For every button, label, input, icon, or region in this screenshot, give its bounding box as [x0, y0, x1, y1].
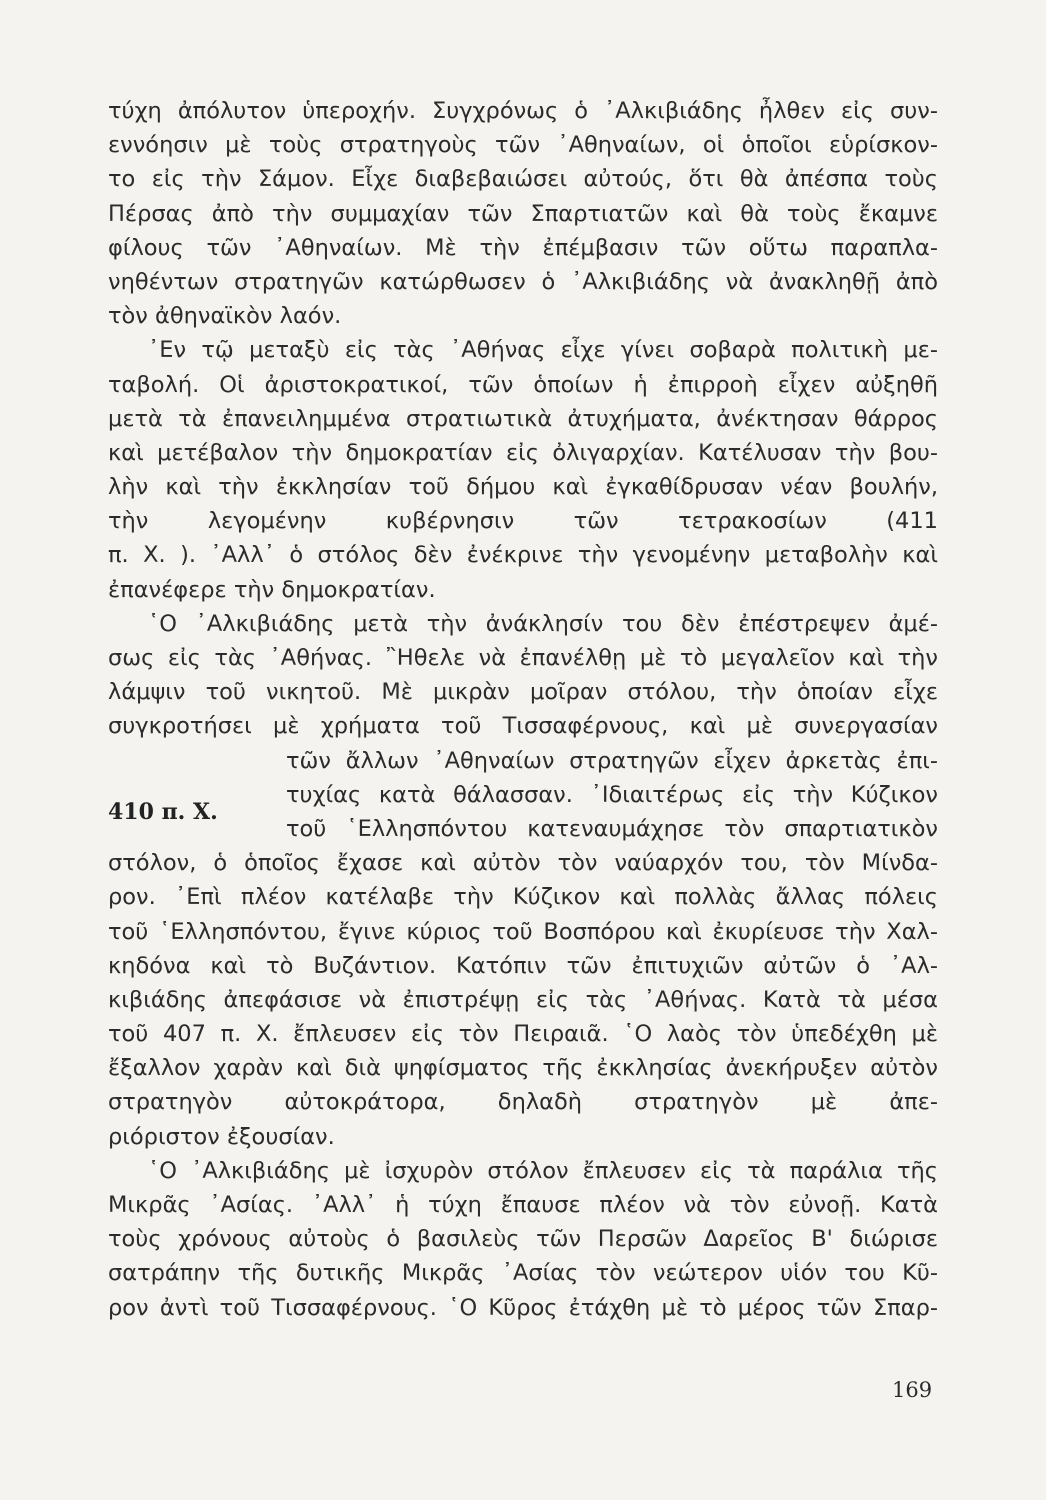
text-line: ῾Ο ᾿Αλκιβιάδης μὲ ἰσχυρὸν στόλον ἔπλευσεν εἰς τὰ παράλια τῆς: [148, 1157, 938, 1184]
text-line: ρον. ᾿Επὶ πλέον κατέλαβε τὴν Κύζικον καὶ πολλὰς ἄλλας πόλεις: [108, 884, 938, 911]
text-line: ᾿Εν τῷ μεταξὺ εἰς τὰς ᾿Αθήνας εἶχε γίνει σοβαρὰ πολιτικὴ με-: [148, 337, 938, 364]
page-number: 169: [892, 1378, 933, 1402]
text-line: καὶ μετέβαλον τὴν δημοκρατίαν εἰς ὀλιγαρχίαν. Κατέλυσαν τὴν βου-: [108, 439, 938, 466]
text-line: τύχη ἀπόλυτον ὑπεροχήν. Συγχρόνως ὁ ᾿Αλκιβιάδης ἦλθεν εἰς συν-: [108, 98, 938, 124]
text-line: συγκροτήσει μὲ χρήματα τοῦ Τισσαφέρνους, καὶ μὲ συνεργασίαν: [108, 713, 938, 740]
text-line: π. Χ. ). ᾿Αλλ᾿ ὁ στόλος δὲν ἐνέκρινε τὴν γενομένην μεταβολὴν καὶ: [108, 542, 938, 569]
text-line: ἔξαλλον χαρὰν καὶ διὰ ψηφίσματος τῆς ἐκκλησίας ἀνεκήρυξεν αὐτὸν: [108, 1055, 938, 1082]
text-line: σως εἰς τὰς ᾿Αθήνας. ῍Ηθελε νὰ ἐπανέλθῃ μὲ τὸ μεγαλεῖον καὶ τὴν: [108, 645, 938, 671]
text-line: Πέρσας ἀπὸ τὴν συμμαχίαν τῶν Σπαρτιατῶν καὶ θὰ τοὺς ἔκαμνε: [108, 200, 938, 227]
text-line: στρατηγὸν αὐτοκράτορα, δηλαδὴ στρατηγὸν μὲ ἀπε-: [108, 1089, 938, 1116]
text-line: τῶν ἄλλων ᾿Αθηναίων στρατηγῶν εἶχεν ἀρκετὰς ἐπι-: [286, 747, 938, 774]
text-line: το εἰς τὴν Σάμον. Εἶχε διαβεβαιώσει αὐτούς, ὅτι θὰ ἀπέσπα τοὺς: [108, 166, 938, 193]
text-line: τοῦ 407 π. Χ. ἔπλευσεν εἰς τὸν Πειραιᾶ. ῾Ο λαὸς τὸν ὑπεδέχθη μὲ: [108, 1021, 938, 1048]
text-line: ρον ἀντὶ τοῦ Τισσαφέρνους. ῾Ο Κῦρος ἐτάχθη μὲ τὸ μέρος τῶν Σπαρ-: [108, 1294, 938, 1321]
text-line: τυχίας κατὰ θάλασσαν. ᾿Ιδιαιτέρως εἰς τὴν Κύζικον: [286, 781, 938, 808]
margin-date-note: 410 π. Χ.: [108, 799, 218, 825]
text-line: κηδόνα καὶ τὸ Βυζάντιον. Κατόπιν τῶν ἐπιτυχιῶν αὐτῶν ὁ ᾿Αλ-: [108, 952, 938, 979]
text-line: κιβιάδης ἀπεφάσισε νὰ ἐπιστρέψῃ εἰς τὰς ᾿Αθήνας. Κατὰ τὰ μέσα: [108, 986, 938, 1013]
text-line: λάμψιν τοῦ νικητοῦ. Μὲ μικρὰν μοῖραν στόλου, τὴν ὁποίαν εἶχε: [108, 679, 938, 706]
text-line: ἐπανέφερε τὴν δημοκρατίαν.: [108, 576, 436, 603]
text-line: τοῦ ῾Ελλησπόντου, ἔγινε κύριος τοῦ Βοσπόρου καὶ ἐκυρίευσε τὴν Χαλ-: [108, 918, 938, 945]
text-line: Μικρᾶς ᾿Ασίας. ᾿Αλλ᾿ ἡ τύχη ἔπαυσε πλέον νὰ τὸν εὐνοῇ. Κατὰ: [108, 1192, 938, 1218]
text-line: φίλους τῶν ᾿Αθηναίων. Μὲ τὴν ἐπέμβασιν τῶν οὕτω παραπλα-: [108, 234, 938, 261]
text-line: νηθέντων στρατηγῶν κατώρθωσεν ὁ ᾿Αλκιβιάδης νὰ ἀνακληθῇ ἀπὸ: [108, 268, 938, 295]
text-line: ῾Ο ᾿Αλκιβιάδης μετὰ τὴν ἀνάκλησίν του δὲν ἐπέστρεψεν ἀμέ-: [148, 610, 938, 637]
text-line: εννόησιν μὲ τοὺς στρατηγοὺς τῶν ᾿Αθηναίων, οἱ ὁποῖοι εὑρίσκον-: [108, 132, 938, 159]
text-line: λὴν καὶ τὴν ἐκκλησίαν τοῦ δήμου καὶ ἐγκαθίδρυσαν νέαν βουλήν,: [108, 474, 938, 501]
body-text: [108, 94, 938, 1325]
text-line: στόλον, ὁ ὁποῖος ἔχασε καὶ αὐτὸν τὸν ναύαρχόν του, τὸν Μίνδα-: [108, 850, 938, 877]
text-line: ριόριστον ἐξουσίαν.: [108, 1123, 335, 1150]
text-line: σατράπην τῆς δυτικῆς Μικρᾶς ᾿Ασίας τὸν νεώτερον υἱόν του Κῦ-: [108, 1260, 938, 1287]
text-line: τοὺς χρόνους αὐτοὺς ὁ βασιλεὺς τῶν Περσῶν Δαρεῖος Β' διώρισε: [108, 1226, 938, 1253]
text-line: ταβολή. Οἱ ἀριστοκρατικοί, τῶν ὁποίων ἡ ἐπιρροὴ εἶχεν αὐξηθῆ: [108, 371, 938, 398]
text-line: τοῦ ῾Ελλησπόντου κατεναυμάχησε τὸν σπαρτιατικὸν: [286, 815, 938, 842]
text-line: τὸν ἀθηναϊκὸν λαόν.: [108, 303, 342, 330]
text-line: μετὰ τὰ ἐπανειλημμένα στρατιωτικὰ ἀτυχήματα, ἀνέκτησαν θάρρος: [108, 405, 938, 432]
text-line: τὴν λεγομένην κυβέρνησιν τῶν τετρακοσίων (411: [108, 508, 938, 535]
